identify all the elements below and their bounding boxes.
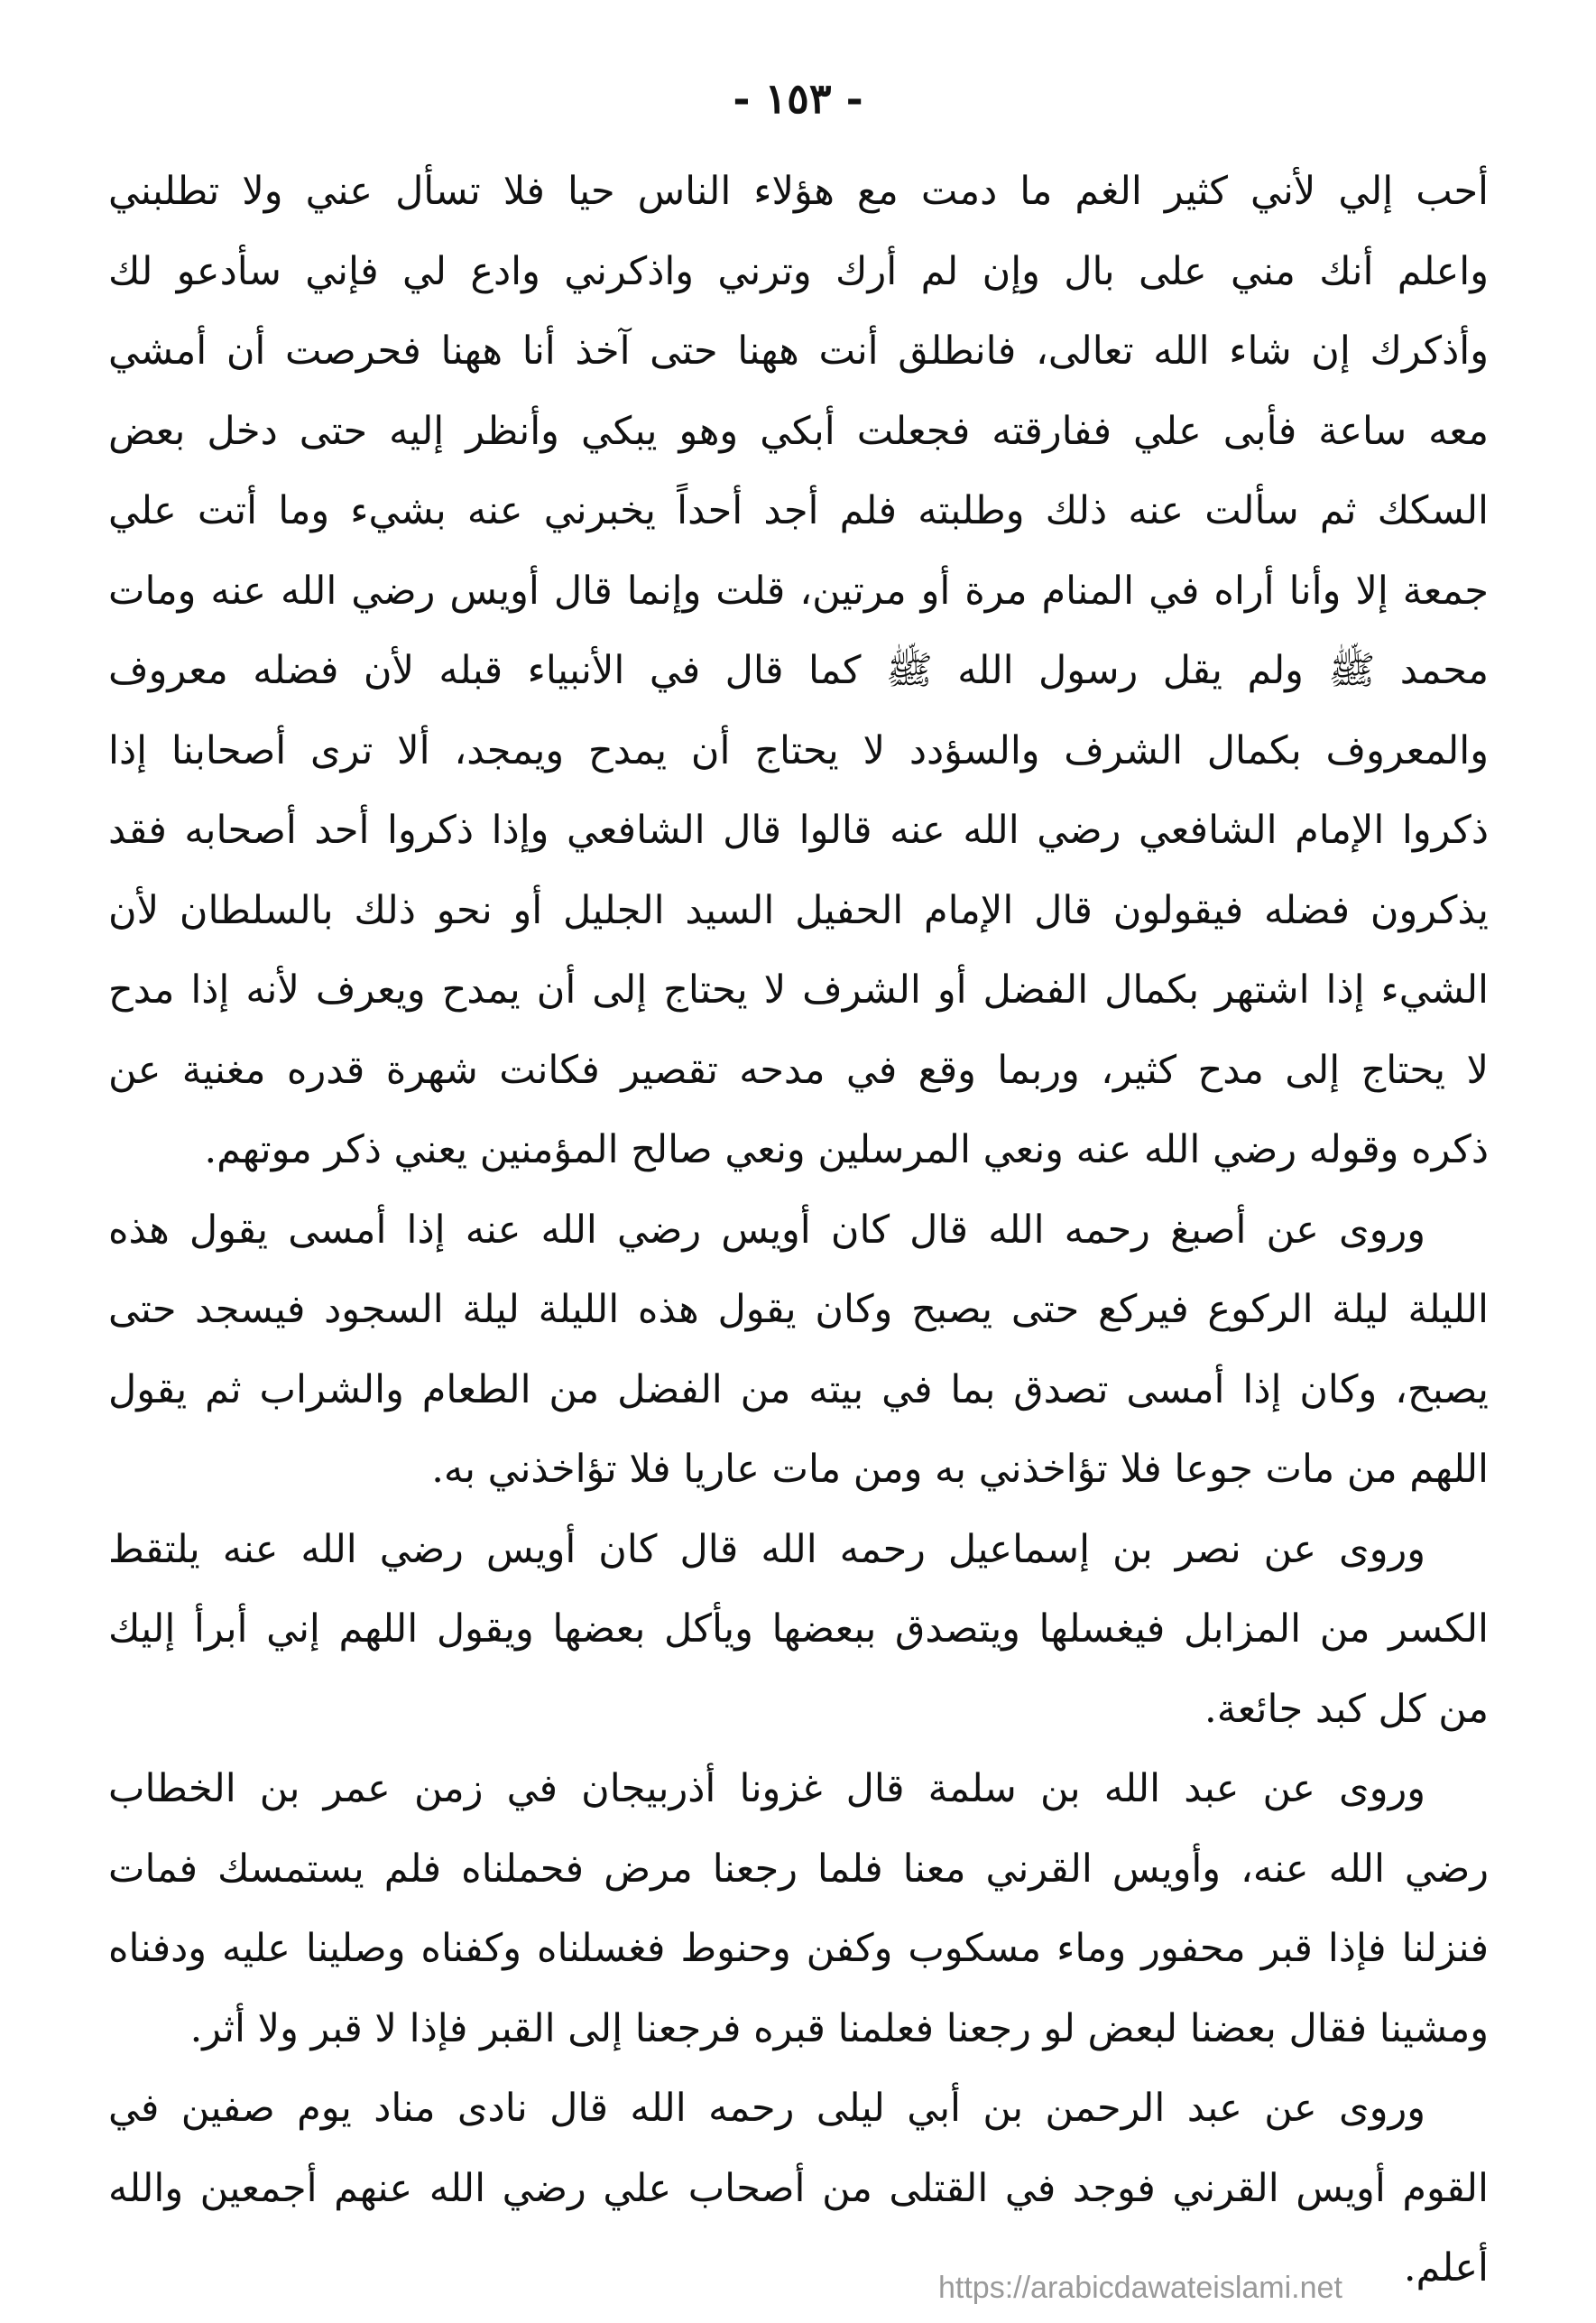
text-line: الشيء إذا اشتهر بكمال الفضل أو الشرف لا يحتاج إلى أن يمدح ويعرف لأنه إذا مدح bbox=[108, 967, 1489, 1013]
text-line: من كل كبد جائعة. bbox=[1204, 1686, 1489, 1732]
text-line: وأذكرك إن شاء الله تعالى، فانطلق أنت ههنا حتى آخذ أنا ههنا فحرصت أن أمشي bbox=[108, 329, 1489, 374]
text-line: أحب إلي لأني كثير الغم ما دمت مع هؤلاء الناس حيا فلا تسأل عني ولا تطلبني bbox=[108, 169, 1489, 214]
text-line: أعلم. bbox=[1403, 2245, 1489, 2291]
text-line: يصبح، وكان إذا أمسى تصدق بما في بيته من الفضل من الطعام والشراب ثم يقول bbox=[108, 1366, 1489, 1412]
body-text bbox=[108, 152, 1489, 2309]
text-line: ومشينا فقال بعضنا لبعض لو رجعنا فعلمنا قبره فرجعنا إلى القبر فإذا لا قبر ولا أثر. bbox=[189, 2005, 1489, 2051]
text-line: القوم أويس القرني فوجد في القتلى من أصحاب علي رضي الله عنهم أجمعين والله bbox=[108, 2165, 1489, 2211]
text-line: الليلة ليلة الركوع فيركع حتى يصبح وكان يقول هذه الليلة ليلة السجود فيسجد حتى bbox=[108, 1287, 1489, 1332]
text-line: يذكرون فضله فيقولون قال الإمام الحفيل السيد الجليل أو نحو ذلك بالسلطان لأن bbox=[108, 887, 1489, 933]
paragraph-first-line: وروى عن أصبغ رحمه الله قال كان أويس رضي الله عنه إذا أمسى يقول هذه bbox=[108, 1207, 1425, 1253]
text-line: رضي الله عنه، وأويس القرني معنا فلما رجعنا مرض فحملناه فلم يستمسك فمات bbox=[108, 1846, 1489, 1892]
text-line: جمعة إلا وأنا أراه في المنام مرة أو مرتين، قلت وإنما قال أويس رضي الله عنه ومات bbox=[108, 568, 1489, 614]
watermark-url: https://arabicdawateislami.net bbox=[938, 2271, 1342, 2305]
paragraph-first-line: وروى عن عبد الرحمن بن أبي ليلى رحمه الله قال نادى مناد يوم صفين في bbox=[108, 2086, 1425, 2131]
text-line: ذكروا الإمام الشافعي رضي الله عنه قالوا قال الشافعي وإذا ذكروا أحد أصحابه فقد bbox=[108, 808, 1489, 853]
text-line: واعلم أنك مني على بال وإن لم أرك وترني واذكرني وادع لي فإني سأدعو لك bbox=[108, 248, 1489, 294]
page-number: - ١٥٣ - bbox=[733, 74, 863, 123]
text-line: فنزلنا فإذا قبر محفور وماء مسكوب وكفن وحنوط فغسلناه وكفناه وصلينا عليه ودفناه bbox=[108, 1926, 1489, 1971]
text-line: والمعروف بكمال الشرف والسؤدد لا يحتاج أن يمدح ويمجد، ألا ترى أصحابنا إذا bbox=[108, 727, 1489, 773]
paragraph-first-line: وروى عن عبد الله بن سلمة قال غزونا أذربيجان في زمن عمر بن الخطاب bbox=[108, 1766, 1425, 1811]
text-line: لا يحتاج إلى مدح كثير، وربما وقع في مدحه تقصير فكانت شهرة قدره مغنية عن bbox=[108, 1047, 1489, 1093]
text-line: معه ساعة فأبى علي ففارقته فجعلت أبكي وهو يبكي وأنظر إليه حتى دخل بعض bbox=[108, 408, 1489, 454]
paragraph-first-line: وروى عن نصر بن إسماعيل رحمه الله قال كان أويس رضي الله عنه يلتقط bbox=[108, 1526, 1425, 1572]
text-line: السكك ثم سألت عنه ذلك وطلبته فلم أجد أحداً يخبرني عنه بشيء وما أتت علي bbox=[108, 488, 1489, 533]
text-line: ذكره وقوله رضي الله عنه ونعي المرسلين ونعي صالح المؤمنين يعني ذكر موتهم. bbox=[204, 1127, 1489, 1172]
text-line: محمد ﷺ ولم يقل رسول الله ﷺ كما قال في الأنبياء قبله لأن فضله معروف bbox=[108, 648, 1489, 693]
text-line: الكسر من المزابل فيغسلها ويتصدق ببعضها ويأكل بعضها ويقول اللهم إني أبرأ إليك bbox=[108, 1606, 1489, 1652]
text-line: اللهم من مات جوعا فلا تؤاخذني به ومن مات عاريا فلا تؤاخذني به. bbox=[431, 1447, 1489, 1492]
